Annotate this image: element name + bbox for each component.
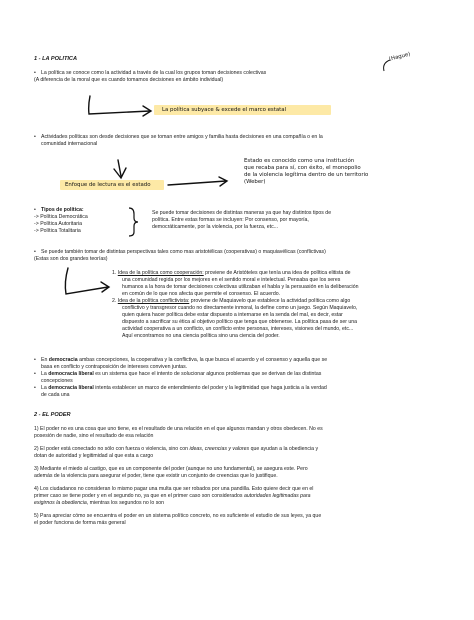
- bullet: •: [34, 371, 36, 377]
- arrow-to-highlight-1: [89, 96, 150, 114]
- type-authoritarian: -> Política Autoritaria: [34, 221, 83, 227]
- arrow-to-theories: [65, 268, 108, 294]
- power-p4-line-1: 4) Los ciudadanos no consideran lo mismo pagar una multa que ser robados por una pandilla. Esto quiere decir que en el: [34, 486, 314, 492]
- bullet: •: [34, 249, 36, 255]
- type-democratic: -> Política Democrática: [34, 214, 88, 220]
- liberal-line-1: La democracia liberal es un sistema que hace el intento de solucionar algunos problemas que se derivan de las distintas: [41, 371, 322, 377]
- power-p2-line-2: dotan de autoridad y legitimidad al que esta a cargo: [34, 453, 154, 459]
- coop-line-1: 1. Idea de la política como cooperación: proviene de Aristóteles que tenía una idea de política elitista de: [112, 270, 351, 276]
- politics-definition: La política se conoce como la actividad a través de la cual los grupos toman decisiones colectivas: [41, 70, 267, 76]
- highlight-politics-exceeds-state: La política subyace & excede el marco estatal: [162, 107, 287, 113]
- bullet: •: [34, 134, 36, 140]
- conf-title: Idea de la política conflictivista:: [117, 298, 190, 304]
- type-totalitarian: -> Política Totalitaria: [34, 228, 81, 234]
- politics-moral-note: (A diferencia de la moral que es cuando tomamos decisiones en ámbito individual): [34, 77, 224, 83]
- power-p5-line-2: el poder funciona de forma más general: [34, 520, 126, 526]
- conf-line-4: dispuesto a sacrificar su ética al objetivo político que tenga que obtenerse. La política pasa de ser una: [122, 319, 358, 325]
- coop-line-2: una comunidad regida por los mejores en el sentido moral e intelectual. Pensaba que los seres: [122, 277, 341, 283]
- section-1-heading: 1 - LA POLITICA: [34, 56, 77, 62]
- liberal2-line-2: de cada una: [41, 392, 70, 398]
- political-activities-cont: comunidad internacional: [41, 141, 98, 147]
- political-activities: Actividades políticas son desde decisiones que se toman entre amigos y familia hasta decisiones en una compañía o en la: [41, 134, 323, 140]
- power-p4-line-2: primer caso se tiene poder y en el segundo no, ya que en el primer caso son considerados autoridades legitimadas para: [34, 493, 311, 499]
- arrow-to-state-note: [168, 181, 226, 185]
- bullet: •: [34, 207, 36, 213]
- conf-line-2: conflictivo y transgresor cuando no directamente inmoral, la define como un juego. Según Maquiavelo,: [122, 305, 358, 311]
- conf-line-1: 2. Idea de la política conflictivista: proviene de Maquiavelo que establece la actividad política como algo: [112, 298, 351, 304]
- bullet: •: [34, 357, 36, 363]
- state-note-line-3: de la violencia legítima dentro de un territorio: [244, 172, 369, 178]
- bullet: •: [34, 385, 36, 391]
- highlight-state-focus: Enfoque de lectura es el estado: [65, 182, 151, 188]
- types-note-line-3: democráticamente, por la violencia, por la fuerza, etc...: [152, 224, 279, 230]
- hague-note: (Hague): [388, 51, 412, 63]
- types-note-line-1: Se puede tomar decisiones de distintas maneras ya que hay distintos tipos de: [152, 210, 332, 216]
- section-2-heading: 2 - EL PODER: [34, 412, 71, 418]
- democracy-line-2: basa en conflicto y contraposición de intereses conviven juntas.: [41, 364, 188, 370]
- power-p5-line-1: 5) Para apreciar cómo se encuentra el poder en un sistema político concreto, no es suficiente el estudio de sus leyes, ya que: [34, 513, 322, 519]
- conf-line-3: quien quiera hacer política debe estar dispuesto a internarse en la senda del mal, es decir, estar: [122, 312, 343, 318]
- bullet: •: [34, 70, 36, 76]
- perspectives-note: (Estas son dos grandes teorías): [34, 256, 108, 262]
- conf-line-6: Aquí encontramos no una ciencia política sino una ciencia del poder.: [122, 333, 280, 339]
- power-p2-line-1: 2) El poder está conectado no sólo con fuerza o violencia, sino con ideas, creencias y valores que ayudan a la obediencia y: [34, 446, 319, 452]
- state-note-line-2: que recaba para sí, con éxito, el monopolio: [244, 165, 361, 171]
- coop-line-3: humanos a la hora de tomar decisiones colectivas utilizaban el habla y la persuasión en la deliberación: [122, 284, 359, 290]
- liberal-line-2: concepciones: [41, 378, 73, 384]
- power-p3-line-2: además de la violencia para asegurar el poder, tiene que existir un conjunto de creencias que lo justifique.: [34, 473, 278, 479]
- types-note-line-2: política. Entre estas formas se incluyen: Por consenso, por mayoría,: [152, 217, 309, 223]
- democracy-line-1: En democracia ambas concepciones, la cooperativa y la conflictiva, la que busca el acuerdo y el consenso y aquella que se: [41, 357, 328, 363]
- conf-line-5: actividad cooperativa a un conflicto, un conflicto entre personas, intereses, visiones del mundo, etc...: [122, 326, 354, 332]
- coop-line-4: en común de lo que nos afecta que permite el consenso. El acuerdo.: [122, 291, 281, 297]
- liberal2-line-1: La democracia liberal intenta establecer un marco de entendimiento del poder y la legitimidad que haga justicia a la verdad: [41, 385, 327, 391]
- coop-title: Idea de la política como cooperación:: [117, 270, 204, 276]
- types-heading: Tipos de política:: [41, 207, 84, 213]
- power-p1-line-1: 1) El poder no es una cosa que uno tiene, es el resultado de una relación en el que algunos mandan y otros obedecen. No es: [34, 426, 323, 432]
- power-p3-line-1: 3) Mediante el miedo al castigo, que es un componente del poder (aunque no uno fundamental), se asegura este. Pero: [34, 466, 308, 472]
- state-note-line-4: (Weber): [244, 179, 266, 185]
- types-brace: [129, 208, 138, 236]
- perspectives: Se puede también tomar de distintas perspectivas tales como mas aristotélicas (cooperativas) o maquiavélicas (conflictivas): [41, 249, 326, 255]
- state-note-line-1: Estado es conocido como una institución: [244, 158, 355, 164]
- power-p1-line-2: posesión de nadie, sino el resultado de esa relación: [34, 433, 154, 439]
- power-p4-line-3: exigirnos la obediencia, mientras los segundos no lo son: [34, 500, 165, 506]
